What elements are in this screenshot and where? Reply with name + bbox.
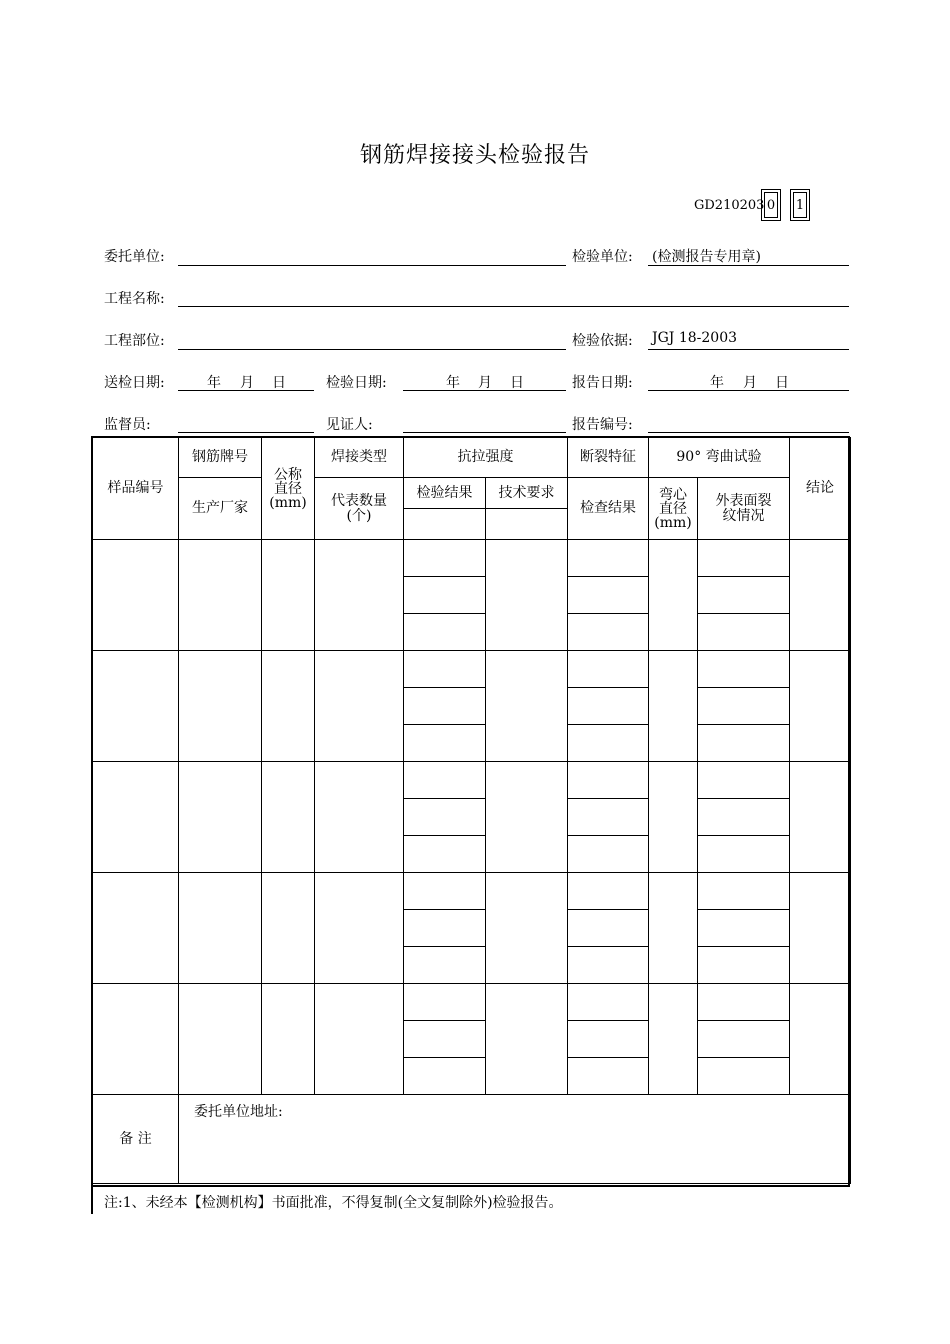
inspection-unit-value: (检测报告专用章) <box>652 249 761 265</box>
steel-grade-cell[interactable] <box>179 762 262 873</box>
test-result-cell[interactable] <box>404 540 486 577</box>
surface-crack-cell[interactable] <box>698 688 790 725</box>
inspection-unit-field[interactable] <box>648 265 849 266</box>
form-code: GD210203 <box>694 198 765 213</box>
report-month: 月 <box>743 375 757 391</box>
test-result-cell[interactable] <box>404 1021 486 1058</box>
check-result-cell[interactable] <box>568 651 649 688</box>
table-row <box>93 540 851 577</box>
remarks-label: 备 注 <box>93 1095 179 1184</box>
page-title: 钢筋焊接接头检验报告 <box>359 143 590 168</box>
tech-req-cell[interactable] <box>486 540 568 651</box>
sample-no-cell[interactable] <box>93 984 179 1095</box>
witness-field[interactable] <box>403 432 566 433</box>
surface-crack-cell[interactable] <box>698 947 790 984</box>
test-result-cell[interactable] <box>404 836 486 873</box>
code-box-1: 0 <box>761 189 781 221</box>
header-rep-qty: 代表数量 (个) <box>315 478 404 540</box>
conclusion-cell[interactable] <box>790 873 851 984</box>
check-result-cell[interactable] <box>568 873 649 910</box>
remarks-row <box>93 1095 851 1184</box>
test-result-cell[interactable] <box>404 762 486 799</box>
nominal-dia-cell[interactable] <box>262 762 315 873</box>
check-result-cell[interactable] <box>568 540 649 577</box>
tech-req-cell[interactable] <box>486 984 568 1095</box>
surface-crack-cell[interactable] <box>698 1058 790 1095</box>
steel-grade-cell[interactable] <box>179 651 262 762</box>
check-result-cell[interactable] <box>568 725 649 762</box>
report-day: 日 <box>775 375 789 391</box>
surface-crack-cell[interactable] <box>698 836 790 873</box>
inspect-date-field[interactable] <box>403 390 566 391</box>
inspect-date-label: 检验日期: <box>326 375 387 391</box>
client-address-label: 委托单位地址: <box>194 1104 283 1120</box>
send-date-label: 送检日期: <box>104 375 165 391</box>
remarks-cell[interactable] <box>179 1095 851 1184</box>
nominal-dia-cell[interactable] <box>262 651 315 762</box>
check-result-cell[interactable] <box>568 1021 649 1058</box>
check-result-cell[interactable] <box>568 577 649 614</box>
test-result-blank <box>404 509 486 540</box>
test-result-cell[interactable] <box>404 947 486 984</box>
conclusion-cell[interactable] <box>790 762 851 873</box>
client-unit-field[interactable] <box>178 265 566 266</box>
report-year: 年 <box>710 375 724 391</box>
test-result-cell[interactable] <box>404 873 486 910</box>
tech-req-cell[interactable] <box>486 762 568 873</box>
header-bend-dia: 弯心 直径 (mm) <box>649 478 698 540</box>
tech-req-blank <box>486 509 568 540</box>
tech-req-cell[interactable] <box>486 651 568 762</box>
surface-crack-cell[interactable] <box>698 910 790 947</box>
weld-type-cell[interactable] <box>315 762 404 873</box>
weld-type-cell[interactable] <box>315 984 404 1095</box>
results-table <box>92 437 851 1184</box>
inspect-year: 年 <box>446 375 460 391</box>
table-row <box>93 762 851 799</box>
surface-crack-cell[interactable] <box>698 873 790 910</box>
header-surface-crack: 外表面裂 纹情况 <box>698 478 790 540</box>
surface-crack-cell[interactable] <box>698 799 790 836</box>
client-unit-label: 委托单位: <box>104 249 165 265</box>
inspect-day: 日 <box>510 375 524 391</box>
send-month: 月 <box>240 375 254 391</box>
project-name-label: 工程名称: <box>104 291 165 307</box>
nominal-dia-cell[interactable] <box>262 873 315 984</box>
test-result-cell[interactable] <box>404 577 486 614</box>
tech-req-cell[interactable] <box>486 873 568 984</box>
bend-dia-cell[interactable] <box>649 540 698 651</box>
table-row <box>93 873 851 910</box>
header-check-result: 检查结果 <box>568 478 649 540</box>
bend-dia-cell[interactable] <box>649 984 698 1095</box>
check-result-cell[interactable] <box>568 836 649 873</box>
basis-field[interactable] <box>648 349 849 350</box>
test-result-cell[interactable] <box>404 799 486 836</box>
check-result-cell[interactable] <box>568 947 649 984</box>
surface-crack-cell[interactable] <box>698 1021 790 1058</box>
report-date-label: 报告日期: <box>572 375 633 391</box>
test-result-cell[interactable] <box>404 910 486 947</box>
test-result-cell[interactable] <box>404 1058 486 1095</box>
nominal-dia-cell[interactable] <box>262 540 315 651</box>
check-result-cell[interactable] <box>568 688 649 725</box>
table-row <box>93 984 851 1021</box>
surface-crack-cell[interactable] <box>698 614 790 651</box>
header-weld-type: 焊接类型 <box>315 438 404 478</box>
header-tensile: 抗拉强度 <box>404 438 568 478</box>
inspect-month: 月 <box>478 375 492 391</box>
send-year: 年 <box>207 375 221 391</box>
sample-no-cell[interactable] <box>93 762 179 873</box>
header-fracture: 断裂特征 <box>568 438 649 478</box>
sample-no-cell[interactable] <box>93 540 179 651</box>
supervisor-field[interactable] <box>178 432 314 433</box>
code-box-2: 1 <box>790 189 810 221</box>
test-result-cell[interactable] <box>404 984 486 1021</box>
header-steel-grade: 钢筋牌号 <box>179 438 262 478</box>
table-row <box>93 651 851 688</box>
surface-crack-cell[interactable] <box>698 725 790 762</box>
inspection-unit-label: 检验单位: <box>572 249 633 265</box>
surface-crack-cell[interactable] <box>698 577 790 614</box>
conclusion-cell[interactable] <box>790 984 851 1095</box>
sample-no-cell[interactable] <box>93 651 179 762</box>
test-result-cell[interactable] <box>404 688 486 725</box>
basis-value: JGJ 18-2003 <box>652 330 738 346</box>
header-nominal-dia: 公称 直径 (mm) <box>262 438 315 540</box>
header-manufacturer: 生产厂家 <box>179 478 262 540</box>
header-conclusion: 结论 <box>790 438 851 540</box>
note-left-rule <box>91 1187 93 1214</box>
bend-dia-cell[interactable] <box>649 651 698 762</box>
report-date-field[interactable] <box>648 390 849 391</box>
test-result-cell[interactable] <box>404 614 486 651</box>
test-result-cell[interactable] <box>404 725 486 762</box>
check-result-cell[interactable] <box>568 762 649 799</box>
check-result-cell[interactable] <box>568 910 649 947</box>
header-test-result: 检验结果 <box>404 478 486 509</box>
supervisor-label: 监督员: <box>104 417 151 433</box>
test-result-cell[interactable] <box>404 651 486 688</box>
check-result-cell[interactable] <box>568 614 649 651</box>
check-result-cell[interactable] <box>568 799 649 836</box>
header-bend-test: 90° 弯曲试验 <box>649 438 790 478</box>
report-no-field[interactable] <box>648 432 849 433</box>
steel-grade-cell[interactable] <box>179 540 262 651</box>
bend-dia-cell[interactable] <box>649 762 698 873</box>
weld-type-cell[interactable] <box>315 651 404 762</box>
surface-crack-cell[interactable] <box>698 651 790 688</box>
weld-type-cell[interactable] <box>315 540 404 651</box>
steel-grade-cell[interactable] <box>179 873 262 984</box>
surface-crack-cell[interactable] <box>698 762 790 799</box>
project-part-field[interactable] <box>178 349 566 350</box>
header-sample-no: 样品编号 <box>93 438 179 540</box>
bend-dia-cell[interactable] <box>649 873 698 984</box>
check-result-cell[interactable] <box>568 984 649 1021</box>
project-part-label: 工程部位: <box>104 333 165 349</box>
footer-note: 注:1、未经本【检测机构】书面批准，不得复制(全文复制除外)检验报告。 <box>104 1195 563 1211</box>
send-date-field[interactable] <box>178 390 314 391</box>
conclusion-cell[interactable] <box>790 651 851 762</box>
send-day: 日 <box>272 375 286 391</box>
sample-no-cell[interactable] <box>93 873 179 984</box>
project-name-field[interactable] <box>178 306 849 307</box>
nominal-dia-cell[interactable] <box>262 984 315 1095</box>
weld-type-cell[interactable] <box>315 873 404 984</box>
witness-label: 见证人: <box>326 417 373 433</box>
header-tech-req: 技术要求 <box>486 478 568 509</box>
check-result-cell[interactable] <box>568 1058 649 1095</box>
steel-grade-cell[interactable] <box>179 984 262 1095</box>
conclusion-cell[interactable] <box>790 540 851 651</box>
surface-crack-cell[interactable] <box>698 540 790 577</box>
surface-crack-cell[interactable] <box>698 984 790 1021</box>
report-no-label: 报告编号: <box>572 417 633 433</box>
basis-label: 检验依据: <box>572 333 633 349</box>
